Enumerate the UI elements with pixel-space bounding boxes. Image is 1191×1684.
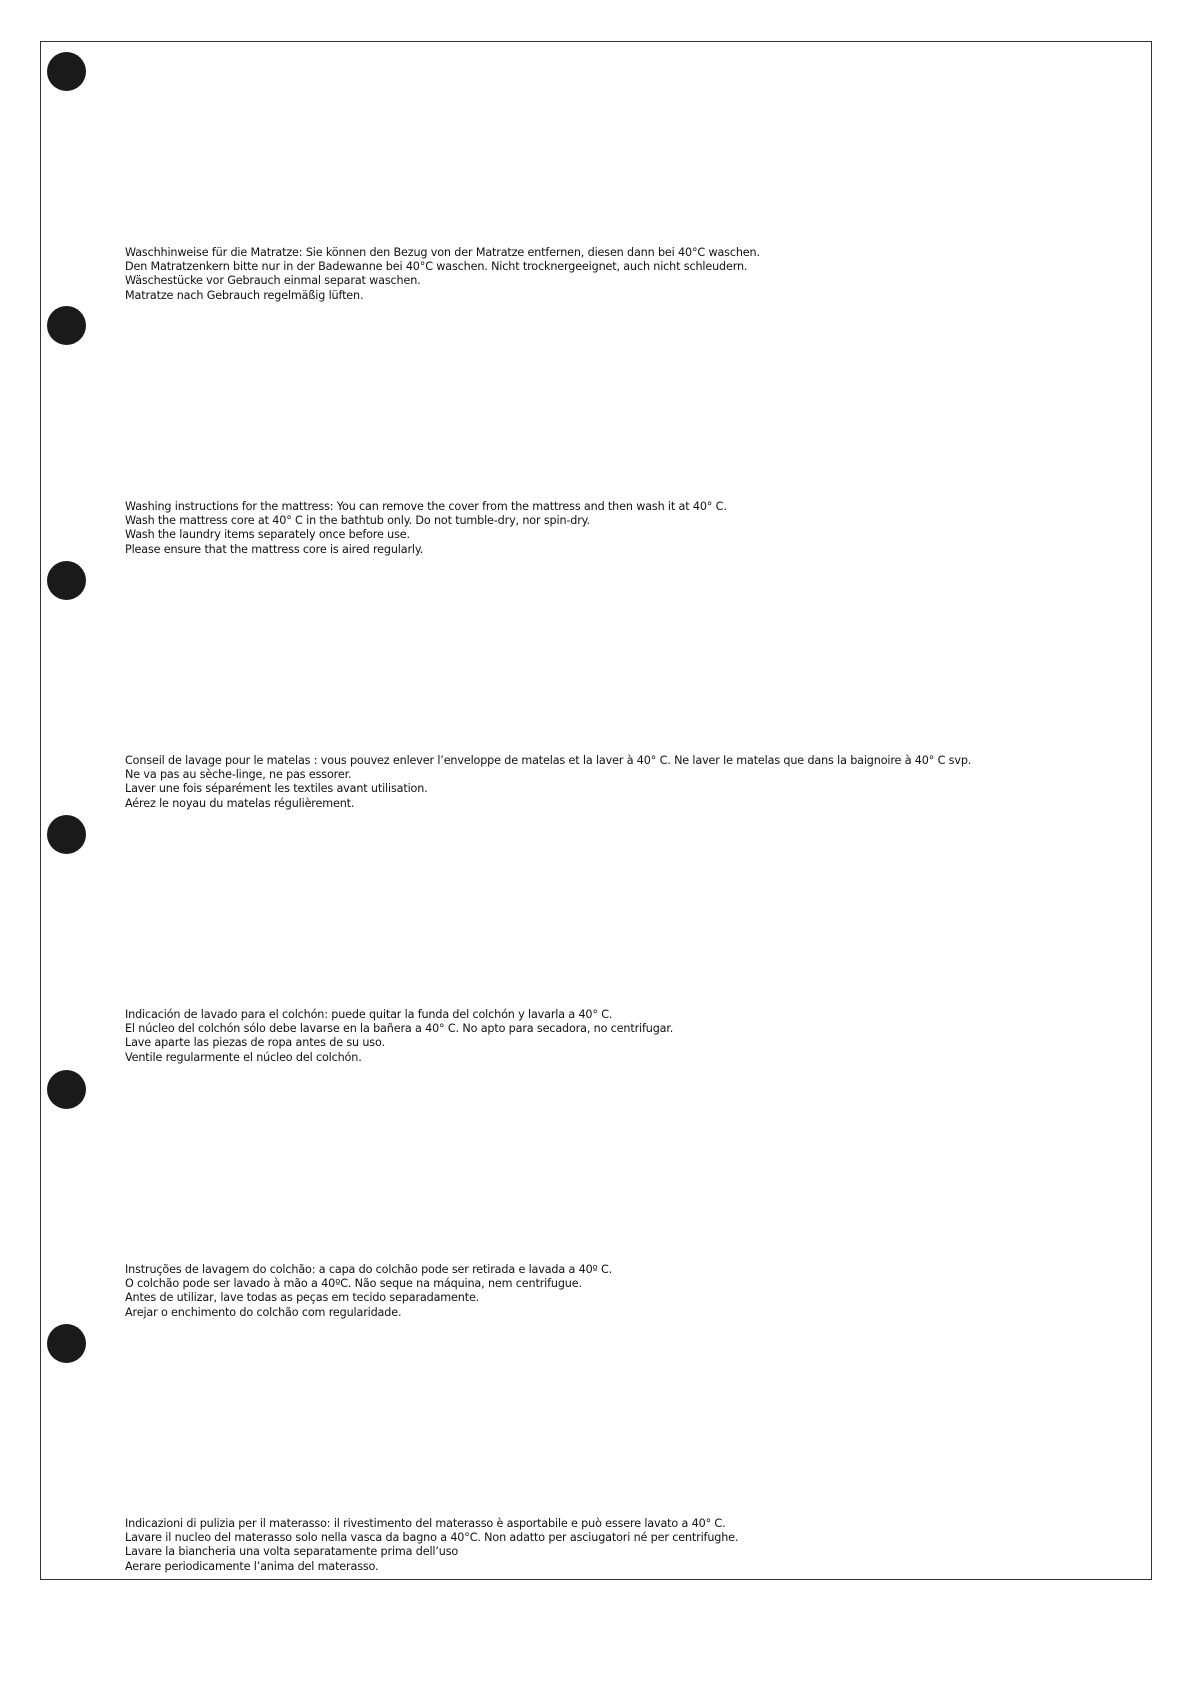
instruction-line: Conseil de lavage pour le matelas : vous pouvez enlever l’enveloppe de matelas et la laver à 40° C. Ne laver le matelas que dans la baignoire à 40° C svp. [125, 754, 972, 767]
instruction-line: Laver une fois séparément les textiles avant utilisation. [125, 782, 428, 796]
instruction-line: Arejar o enchimento do colchão com regularidade. [125, 1305, 402, 1319]
punch-hole-marker [47, 1324, 86, 1363]
instruction-line: El núcleo del colchón sólo debe lavarse en la bañera a 40° C. No apto para secadora, no centrifugar. [125, 1022, 674, 1036]
instruction-line: Antes de utilizar, lave todas as peças em tecido separadamente. [125, 1291, 480, 1305]
instruction-line: Wash the mattress core at 40° C in the bathtub only. Do not tumble-dry, nor spin-dry. [125, 514, 590, 528]
instruction-line: Wäschestücke vor Gebrauch einmal separat waschen. [125, 274, 421, 288]
instructions-italian [125, 1517, 1135, 1574]
punch-hole-marker [47, 1070, 86, 1109]
instructions-english [125, 500, 1135, 557]
instruction-line: Indicazioni di pulizia per il materasso: il rivestimento del materasso è asportabile e può essere lavato a 40° C. [125, 1517, 726, 1530]
instruction-line: Washing instructions for the mattress: You can remove the cover from the mattress and then wash it at 40° C. [125, 500, 727, 513]
instruction-line: Waschhinweise für die Matratze: Sie können den Bezug von der Matratze entfernen, diesen dann bei 40°C waschen. [125, 246, 760, 259]
instruction-line: O colchão pode ser lavado à mão a 40ºC. Não seque na máquina, nem centrifugue. [125, 1277, 582, 1291]
instruction-line: Den Matratzenkern bitte nur in der Badewanne bei 40°C waschen. Nicht trocknergeeignet, auch nicht schleudern. [125, 260, 748, 274]
instruction-line: Lave aparte las piezas de ropa antes de su uso. [125, 1036, 385, 1050]
instruction-line: Lavare il nucleo del materasso solo nella vasca da bagno a 40°C. Non adatto per asciugatori né per centrifughe. [125, 1531, 739, 1545]
instructions-portuguese [125, 1263, 1135, 1320]
instructions-german [125, 246, 1135, 303]
instructions-spanish [125, 1008, 1135, 1065]
instruction-line: Please ensure that the mattress core is aired regularly. [125, 542, 424, 556]
punch-hole-marker [47, 52, 86, 91]
instruction-line: Aérez le noyau du matelas régulièrement. [125, 796, 355, 810]
punch-hole-marker [47, 561, 86, 600]
instruction-line: Instruções de lavagem do colchão: a capa do colchão pode ser retirada e lavada a 40º C. [125, 1263, 613, 1276]
instruction-line: Wash the laundry items separately once before use. [125, 528, 410, 542]
instruction-line: Matratze nach Gebrauch regelmäßig lüften. [125, 288, 364, 302]
instruction-line: Indicación de lavado para el colchón: puede quitar la funda del colchón y lavarla a 40° C. [125, 1008, 613, 1021]
instruction-line: Aerare periodicamente l’anima del materasso. [125, 1559, 379, 1573]
instruction-line: Lavare la biancheria una volta separatamente prima dell’uso [125, 1545, 459, 1559]
punch-hole-marker [47, 306, 86, 345]
punch-hole-marker [47, 815, 86, 854]
instruction-line: Ne va pas au sèche-linge, ne pas essorer. [125, 768, 352, 782]
instruction-line: Ventile regularmente el núcleo del colchón. [125, 1050, 362, 1064]
instructions-french [125, 754, 1135, 811]
